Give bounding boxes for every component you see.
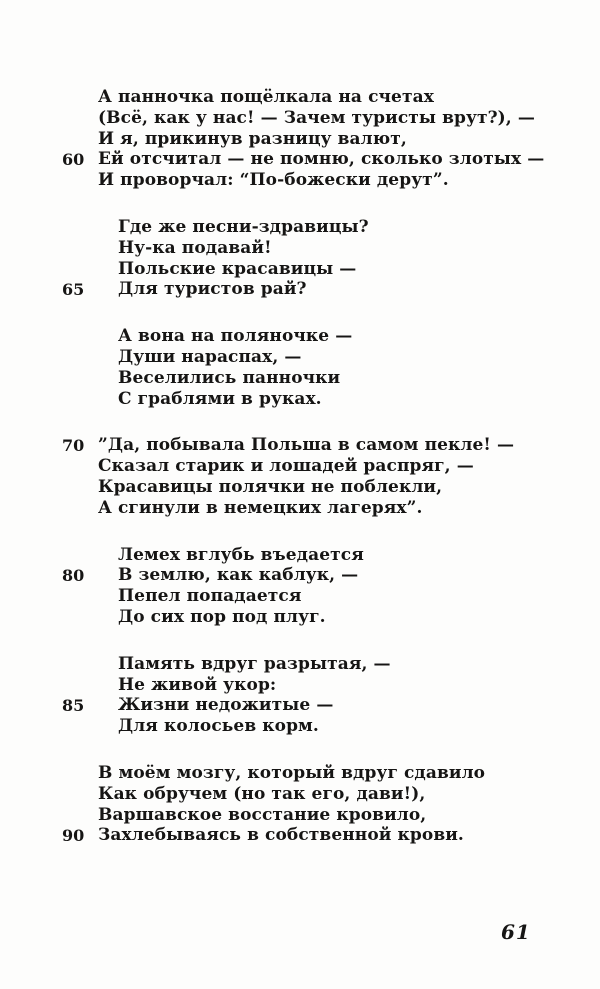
poem-line	[118, 675, 544, 696]
poem-line-text: А вона на поляночке —	[118, 326, 353, 347]
poem-line	[98, 477, 544, 498]
line-number: 60	[62, 150, 85, 170]
poem-line	[98, 456, 544, 477]
poem	[62, 87, 545, 872]
poem-line-text: С граблями в руках.	[118, 388, 322, 409]
poem-line-text: Как обручем (но так его, дави!),	[98, 783, 426, 804]
poem-line	[98, 784, 544, 805]
poem-line	[118, 368, 544, 389]
poem-line-text: Лемех вглубь въедается	[118, 544, 364, 565]
poem-line-text: А панночка пощёлкала на счетах	[98, 87, 434, 107]
poem-line	[118, 716, 544, 737]
poem-line	[62, 695, 544, 716]
poem-line	[62, 149, 545, 170]
poem-line	[118, 654, 544, 675]
line-number: 80	[62, 566, 85, 586]
poem-line-text: И проворчал: “По-божески дерут”.	[98, 170, 449, 191]
poem-line	[62, 435, 544, 456]
poem-line-text: Пепел попадается	[118, 586, 302, 607]
poem-line	[62, 825, 544, 846]
poem-line-text: ”Да, побывала Польша в самом пекле! —	[98, 435, 515, 456]
poem-line	[98, 805, 544, 826]
poem-line-text: Ей отсчитал — не помню, сколько злотых —	[98, 149, 545, 170]
poem-line-text: Где же песни-здравицы?	[118, 216, 369, 237]
poem-line	[118, 347, 544, 368]
poem-line	[98, 108, 544, 129]
poem-line	[118, 586, 544, 607]
poem-line	[98, 87, 544, 108]
page-number: 61	[501, 920, 531, 944]
line-number: 70	[62, 436, 85, 456]
stanza	[62, 544, 544, 628]
poem-line	[62, 565, 544, 586]
poem-line-text: Память вдруг разрытая, —	[118, 653, 391, 674]
poem-line-text: Для колосьев корм.	[118, 716, 319, 737]
poem-line-text: Красавицы полячки не поблекли,	[98, 476, 443, 497]
line-number: 85	[62, 696, 85, 716]
poem-line	[118, 545, 544, 566]
poem-line	[98, 763, 544, 784]
stanza	[62, 762, 544, 846]
poem-line-text: И я, прикинув разницу валют,	[98, 128, 407, 149]
poem-line-text: Варшавское восстание кровило,	[98, 804, 427, 825]
poem-line-text: Сказал старик и лошадей распряг, —	[98, 456, 474, 477]
poem-line-text: Для туристов рай?	[118, 279, 307, 300]
poem-line	[62, 279, 544, 300]
stanza	[62, 435, 544, 518]
line-number: 90	[62, 826, 85, 846]
stanza	[118, 326, 544, 409]
poem-line-text: Веселились панночки	[118, 367, 341, 388]
poem-line-text: Жизни недожитые —	[118, 695, 334, 716]
poem-line	[118, 607, 544, 628]
line-number: 65	[62, 280, 85, 300]
poem-line-text: Захлебываясь в собственной крови.	[98, 825, 464, 846]
poem-line	[98, 498, 544, 519]
poem-line	[118, 238, 544, 259]
stanza	[62, 216, 544, 300]
poem-line-text: Ну-ка подавай!	[118, 237, 272, 258]
poem-line-text: В землю, как каблук, —	[118, 565, 359, 586]
poem-line-text: До сих пор под плуг.	[118, 606, 326, 627]
poem-line-text: (Всё, как у нас! — Зачем туристы врут?), —	[98, 107, 535, 128]
stanza	[62, 653, 544, 737]
poem-line	[98, 129, 544, 150]
poem-line-text: В моём мозгу, который вдруг сдавило	[98, 762, 486, 783]
poem-line	[118, 389, 544, 410]
poem-line	[98, 170, 544, 191]
poem-line-text: А сгинули в немецких лагерях”.	[98, 497, 423, 518]
poem-line	[118, 217, 544, 238]
poem-line	[118, 259, 544, 280]
poem-line	[118, 326, 544, 347]
poem-line-text: Души нараспах, —	[118, 346, 302, 367]
stanza	[62, 87, 545, 191]
poem-line-text: Польские красавицы —	[118, 258, 357, 279]
poem-line-text: Не живой укор:	[118, 674, 277, 695]
